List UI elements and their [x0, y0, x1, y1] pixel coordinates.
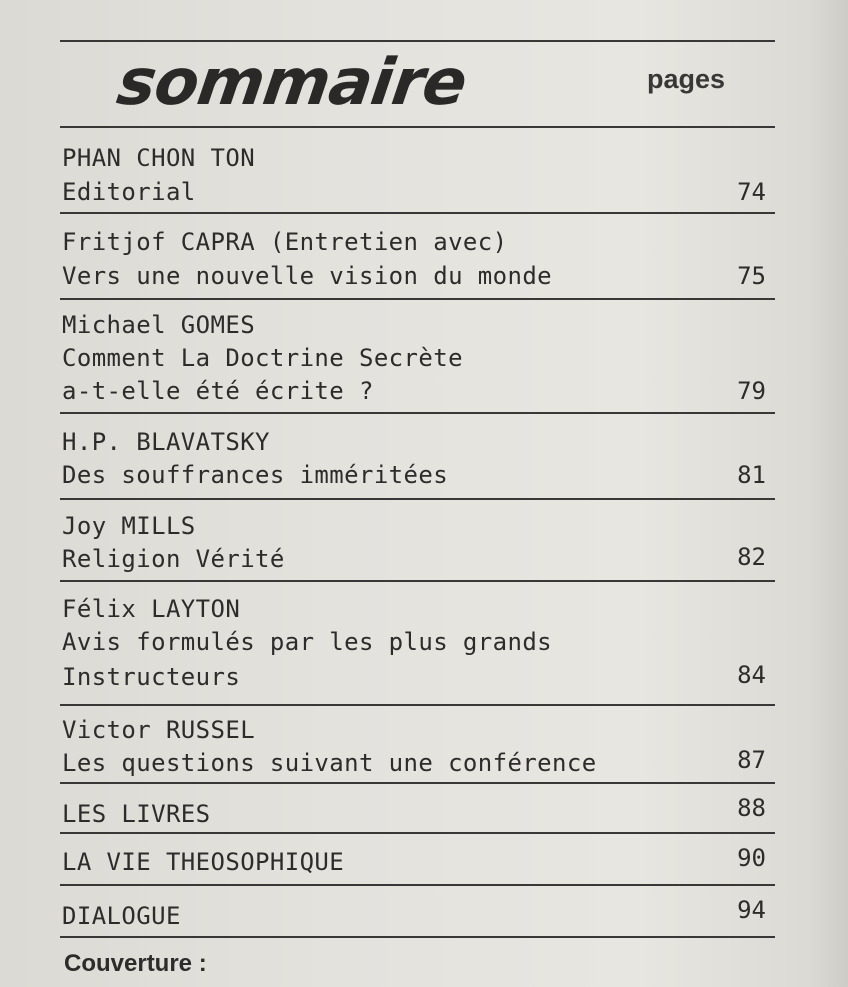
- cover-caption-label: Couverture :: [64, 950, 207, 977]
- entry-author: Victor RUSSEL: [62, 716, 256, 744]
- entry-title-continued: a-t-elle été écrite ?: [62, 377, 374, 405]
- entry-page-number: 90: [737, 844, 766, 872]
- entry-title: Les questions suivant une conférence: [62, 749, 597, 777]
- entry-page-number: 94: [737, 896, 766, 924]
- entry-divider: [60, 412, 775, 414]
- entry-page-number: 79: [737, 377, 766, 405]
- entry-page-number: 88: [737, 794, 766, 822]
- entry-divider: [60, 298, 775, 300]
- page-edge-shadow: [808, 0, 848, 987]
- entry-author: Fritjof CAPRA (Entretien avec): [62, 228, 508, 256]
- entry-section-title: LES LIVRES: [62, 800, 211, 828]
- entry-section-title: LA VIE THEOSOPHIQUE: [62, 848, 345, 876]
- pages-column-label: pages: [646, 64, 725, 94]
- entry-author: H.P. BLAVATSKY: [62, 428, 270, 456]
- entry-title-continued: Instructeurs: [62, 663, 241, 691]
- entry-divider: [60, 212, 775, 214]
- entry-page-number: 75: [737, 262, 766, 290]
- entry-title: Des souffrances imméritées: [62, 461, 449, 489]
- entry-section-title: DIALOGUE: [62, 902, 181, 930]
- entry-divider: [60, 498, 775, 500]
- page-title: sommaire: [112, 46, 471, 120]
- entry-author: Joy MILLS: [62, 512, 196, 540]
- entry-page-number: 84: [737, 661, 766, 689]
- header: [60, 40, 775, 126]
- entry-author: Michael GOMES: [62, 311, 256, 339]
- entry-page-number: 87: [737, 746, 766, 774]
- entry-title: Religion Vérité: [62, 545, 285, 573]
- entry-author: Félix LAYTON: [62, 595, 241, 623]
- entry-divider: [60, 936, 775, 938]
- entry-title: Vers une nouvelle vision du monde: [62, 262, 553, 290]
- entry-divider: [60, 782, 775, 784]
- entry-divider: [60, 704, 775, 706]
- entry-author: PHAN CHON TON: [62, 144, 256, 172]
- entry-divider: [60, 580, 775, 582]
- entry-page-number: 82: [737, 543, 766, 571]
- entry-page-number: 81: [737, 461, 766, 489]
- entry-divider: [60, 884, 775, 886]
- header-bottom-rule: [60, 126, 775, 128]
- entry-divider: [60, 832, 775, 834]
- entry-title: Avis formulés par les plus grands: [62, 628, 553, 656]
- entry-page-number: 74: [737, 178, 766, 206]
- entry-title: Comment La Doctrine Secrète: [62, 344, 463, 372]
- entry-title: Editorial: [62, 178, 196, 206]
